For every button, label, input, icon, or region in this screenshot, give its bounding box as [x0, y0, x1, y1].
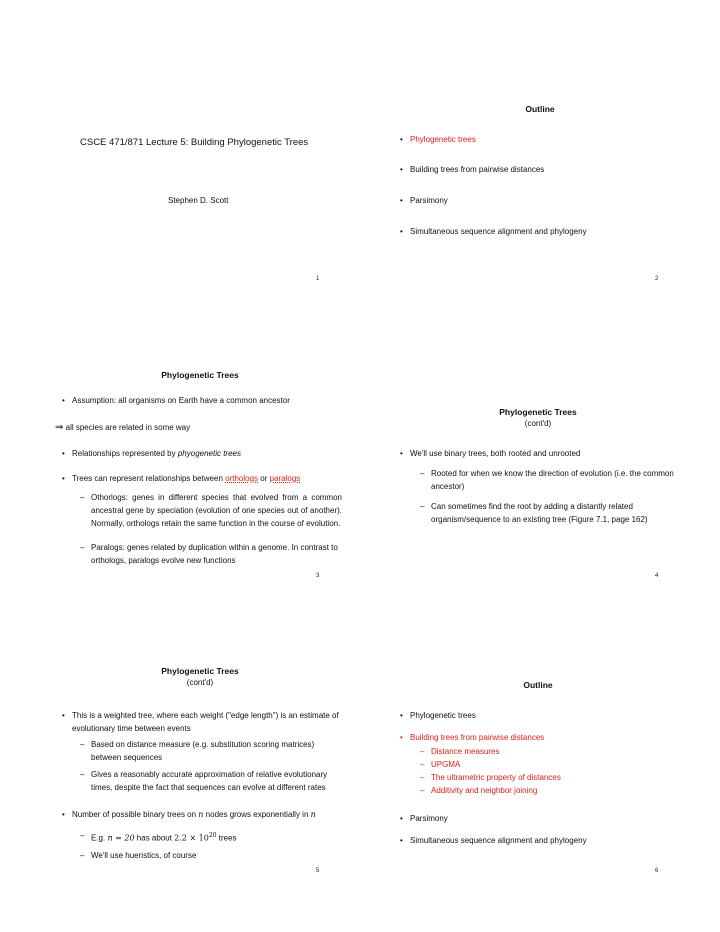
bullet-icon: •: [400, 227, 403, 236]
slide-3-title: Phylogenetic Trees: [161, 370, 239, 380]
implies-arrow-icon: ⇒: [55, 422, 64, 433]
slide-5-bullet-1: • This is a weighted tree, where each weight ("edge length") is an estimate of evolutionary time between events: [62, 711, 339, 733]
slide-5-dash-3: – E.g. n = 20 has about $2.2 \times 10^{20}$ trees: [80, 831, 237, 843]
outline-item-phylogenetic-trees[interactable]: • Phylogenetic trees: [400, 135, 476, 144]
slide-5-title: Phylogenetic Trees: [161, 666, 239, 676]
page-number-2: 2: [655, 276, 659, 282]
slide-3-bullet-1: • Assumption: all organisms on Earth have a common ancestor: [62, 396, 290, 405]
slide-5-subtitle: (cont'd): [186, 678, 214, 687]
slide-4-subtitle: (cont'd): [524, 419, 552, 428]
slide-3-bullet-2: • Relationships represented by phyogenetic trees: [62, 449, 241, 458]
outline-sub-upgma[interactable]: – UPGMA: [420, 760, 461, 769]
bullet-icon: •: [400, 135, 403, 144]
bullet-icon: •: [400, 711, 403, 720]
page-number-1: 1: [316, 276, 320, 282]
slide-6-title: Outline: [523, 680, 553, 690]
slide-3-dash-1: – Othorlogs: genes in different species that evolved from a common ancestral gene by speciation (evolution of one species out of another). Normally, orthologs retain the same function in the course of evolution.: [80, 493, 342, 528]
slide-3-bullet-3: • Trees can represent relationships between orthologs or paralogs: [62, 474, 301, 483]
slide-4-dash-1: – Rooted for when we know the direction of evolution (i.e. the common ancestor): [420, 469, 674, 491]
slide-4-dash-2: – Can sometimes find the root by adding a distantly related organism/sequence to an existing tree (Figure 7.1, page 162): [420, 502, 648, 524]
bullet-icon: •: [62, 474, 65, 483]
outline-sub-additivity[interactable]: – Additivity and neighbor joining: [420, 786, 538, 795]
slide-5-bullet-2: • Number of possible binary trees on n nodes grows exponentially in n: [62, 810, 316, 819]
slide-1-author: Stephen D. Scott: [168, 196, 229, 205]
slide-1-title: CSCE 471/871 Lecture 5: Building Phylogenetic Trees: [80, 137, 309, 148]
bullet-icon: •: [400, 449, 403, 458]
outline-item-simultaneous[interactable]: • Simultaneous sequence alignment and phylogeny: [400, 836, 587, 845]
bullet-icon: •: [400, 196, 403, 205]
page-number-6: 6: [655, 868, 659, 874]
bullet-icon: •: [400, 165, 403, 174]
bullet-icon: •: [62, 711, 65, 720]
page-number-3: 3: [316, 573, 320, 579]
slide-4-title: Phylogenetic Trees: [499, 407, 577, 417]
slide-5-dash-1: – Based on distance measure (e.g. substitution scoring matrices) between sequences: [80, 740, 315, 762]
slide-2-title: Outline: [525, 104, 555, 114]
bullet-icon: •: [62, 810, 65, 819]
slide-5-dash-4: – We'll use hueristics, of course: [80, 851, 197, 860]
bullet-icon: •: [62, 396, 65, 405]
page-number-5: 5: [316, 868, 320, 874]
orthologs-link[interactable]: orthologs: [225, 474, 259, 483]
outline-item-parsimony[interactable]: • Parsimony: [400, 814, 448, 823]
outline-item-phylogenetic-trees[interactable]: • Phylogenetic trees: [400, 711, 476, 720]
page-number-4: 4: [655, 573, 659, 579]
bullet-icon: •: [400, 733, 403, 742]
outline-sub-ultrametric[interactable]: – The ultrametric property of distances: [420, 773, 561, 782]
outline-sub-distance-measures[interactable]: – Distance measures: [420, 747, 500, 756]
bullet-icon: •: [62, 449, 65, 458]
slide-5-dash-2: – Gives a reasonably accurate approximation of relative evolutionary times, despite the fact that sequences can evolve at different rates: [80, 770, 328, 792]
outline-item-simultaneous[interactable]: • Simultaneous sequence alignment and phylogeny: [400, 227, 587, 236]
slide-3-dash-2: – Paralogs: genes related by duplication within a genome. In contrast to orthologs, paralogs evolve new functions: [80, 543, 338, 565]
outline-item-pairwise-distances[interactable]: • Building trees from pairwise distances: [400, 733, 545, 742]
bullet-icon: •: [400, 814, 403, 823]
outline-item-pairwise-distances[interactable]: • Building trees from pairwise distances: [400, 165, 545, 174]
paralogs-link[interactable]: paralogs: [269, 474, 301, 483]
slide-3-implies: ⇒ all species are related in some way: [55, 422, 191, 433]
outline-item-parsimony[interactable]: • Parsimony: [400, 196, 448, 205]
slide-4-bullet-1: • We'll use binary trees, both rooted and unrooted: [400, 449, 581, 458]
bullet-icon: •: [400, 836, 403, 845]
